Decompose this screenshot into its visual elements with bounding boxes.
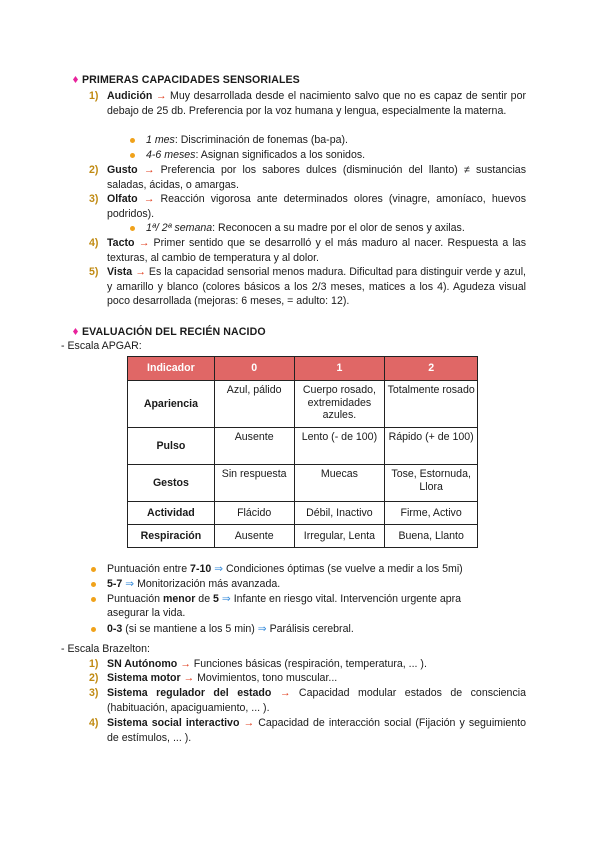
score-item: 0-3 (si se mantiene a los 5 min) ⇒ Parálisis cerebral. [107,623,354,635]
table-cell: Lento (- de 100) [294,428,385,465]
list-item-olfato: Olfato → Reacción vigorosa ante determinados olores (vinagre, amoníaco, huevos podridos). [107,193,526,220]
bullet-icon [130,153,135,158]
list-number: 1) [89,90,99,102]
score-item: 5-7 ⇒ Monitorización más avanzada. [107,578,281,590]
table-cell: Firme, Activo [385,502,478,525]
list-number: 1) [89,658,99,670]
bullet-icon [91,627,96,632]
table-header-cell: 0 [214,357,294,381]
table-header-row [128,357,478,381]
table-cell: Ausente [214,525,294,548]
row-label: Apariencia [128,381,215,428]
table-cell: Cuerpo rosado, extremidades azules. [294,381,385,428]
table-header-cell: 2 [385,357,478,381]
sub-item: 4-6 meses: Asignan significados a los sonidos. [146,149,366,161]
score-item: Puntuación entre 7-10 ⇒ Condiciones óptimas (se vuelve a medir a los 5mi) [107,563,463,575]
table-row [128,381,478,428]
table-cell: Flácido [214,502,294,525]
diamond-bullet-icon [73,76,78,83]
table-cell: Sin respuesta [214,465,294,502]
brazelton-item: SN Autónomo → Funciones básicas (respiración, temperatura, ... ). [107,658,427,670]
list-item-audicion: Audición → Muy desarrollada desde el nacimiento salvo que no es capaz de sentir por debajo de 25 db. Preferencia por la voz humana y lengua, especialmente la materna. [107,90,526,117]
list-number: 5) [89,266,99,278]
bullet-icon [91,567,96,572]
table-row [128,465,478,502]
table-row [128,428,478,465]
diamond-bullet-icon [73,328,78,335]
list-number: 2) [89,672,99,684]
section-heading-sensoriales: PRIMERAS CAPACIDADES SENSORIALES [72,73,300,88]
table-cell: Irregular, Lenta [294,525,385,548]
sub-item: 1ª/ 2ª semana: Reconocen a su madre por el olor de senos y axilas. [146,222,465,234]
bullet-icon [91,582,96,587]
list-number: 4) [89,237,99,249]
brazelton-item: Sistema regulador del estado → Capacidad modular estados de consciencia (habituación, apaciguamiento, ... ). [107,687,526,714]
table-cell: Débil, Inactivo [294,502,385,525]
brazelton-item: Sistema social interactivo → Capacidad de interacción social (Fijación y seguimiento de estímulos, ... ). [107,717,526,744]
table-cell: Tose, Estornuda, Llora [385,465,478,502]
row-label: Actividad [128,502,215,525]
section-heading-evaluacion: EVALUACIÓN DEL RECIÉN NACIDO [72,325,266,340]
bullet-icon [130,138,135,143]
brazelton-label: - Escala Brazelton: [61,643,150,655]
table-cell: Buena, Llanto [385,525,478,548]
list-number: 2) [89,164,99,176]
list-item-gusto: Gusto → Preferencia por los sabores dulces (disminución del llanto) ≠ sustancias saladas, ácidas, o amargas. [107,164,526,191]
row-label: Gestos [128,465,215,502]
table-cell: Rápido (+ de 100) [385,428,478,465]
apgar-table [127,356,478,548]
table-cell: Ausente [214,428,294,465]
table-cell: Muecas [294,465,385,502]
table-row [128,525,478,548]
list-item-vista: Vista → Es la capacidad sensorial menos madura. Dificultad para distinguir verde y azul, y amarillo y blanco (colores básicos a los 2/3 meses, matices a los 4). Agudeza visual poco desarrollada (mejoras: 6 meses, = adulto: 12). [107,266,526,308]
apgar-label: - Escala APGAR: [61,340,142,352]
sub-item: 1 mes: Discriminación de fonemas (ba-pa). [146,134,348,146]
score-item: Puntuación menor de 5 ⇒ Infante en riesgo vital. Intervención urgente apra [107,593,462,605]
bullet-icon [130,226,135,231]
table-cell: Azul, pálido [214,381,294,428]
table-cell: Totalmente rosado [385,381,478,428]
table-row [128,502,478,525]
row-label: Respiración [128,525,215,548]
list-number: 4) [89,717,99,729]
table-header-cell: Indicador [128,357,215,381]
row-label: Pulso [128,428,215,465]
score-item-continuation: asegurar la vida. [107,607,186,619]
list-number: 3) [89,193,99,205]
brazelton-item: Sistema motor → Movimientos, tono muscular... [107,672,338,684]
bullet-icon [91,597,96,602]
list-item-tacto: Tacto → Primer sentido que se desarrolló y el más maduro al nacer. Respuesta a las texturas, al cambio de temperatura y al dolor. [107,237,526,264]
table-header-cell: 1 [294,357,385,381]
list-number: 3) [89,687,99,699]
